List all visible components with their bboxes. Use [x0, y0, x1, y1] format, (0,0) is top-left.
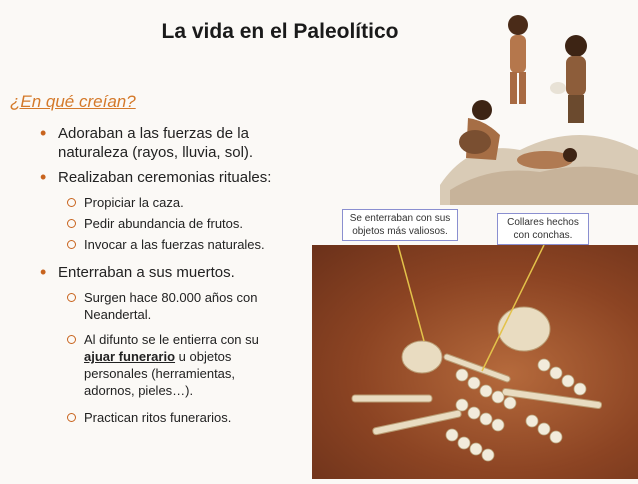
- sub-bullet-item: Al difunto se le entierra con su ajuar funerario u objetos personales (herramientas, adornos, pieles…).: [84, 331, 259, 399]
- bullet-dot-icon: •: [40, 123, 47, 143]
- burial-skeleton-photo: [312, 245, 638, 479]
- slide-title: La vida en el Paleolítico: [161, 20, 399, 43]
- sub-bullet-item: Practican ritos funerarios.: [84, 409, 231, 426]
- section-heading: ¿En qué creían?: [10, 92, 136, 111]
- bullet-item: • Enterraban a sus muertos.: [40, 262, 235, 282]
- callout-shell-necklaces: Collares hechos con conchas.: [497, 213, 589, 245]
- bullet-circle-icon: [67, 335, 76, 344]
- bullet-item: • Adoraban a las fuerzas de la naturaleza (rayos, lluvia, sol).: [40, 123, 254, 161]
- bullet-dot-icon: •: [40, 262, 47, 282]
- bullet-circle-icon: [67, 198, 76, 207]
- sub-bullet-item: Surgen hace 80.000 años con Neandertal.: [84, 289, 257, 323]
- sub-bullet-item: Invocar a las fuerzas naturales.: [84, 236, 265, 253]
- bullet-circle-icon: [67, 240, 76, 249]
- cave-people-illustration: [430, 0, 638, 205]
- sub-bullet-item: Propiciar la caza.: [84, 194, 184, 211]
- bullet-circle-icon: [67, 413, 76, 422]
- callout-valuables: Se enterraban con sus objetos más valiosos.: [342, 209, 458, 241]
- bullet-item: • Realizaban ceremonias rituales:: [40, 167, 272, 187]
- bullet-dot-icon: •: [40, 167, 47, 187]
- bullet-circle-icon: [67, 293, 76, 302]
- sub-bullet-item: Pedir abundancia de frutos.: [84, 215, 243, 232]
- bullet-circle-icon: [67, 219, 76, 228]
- emphasis-text: ajuar funerario: [84, 349, 176, 364]
